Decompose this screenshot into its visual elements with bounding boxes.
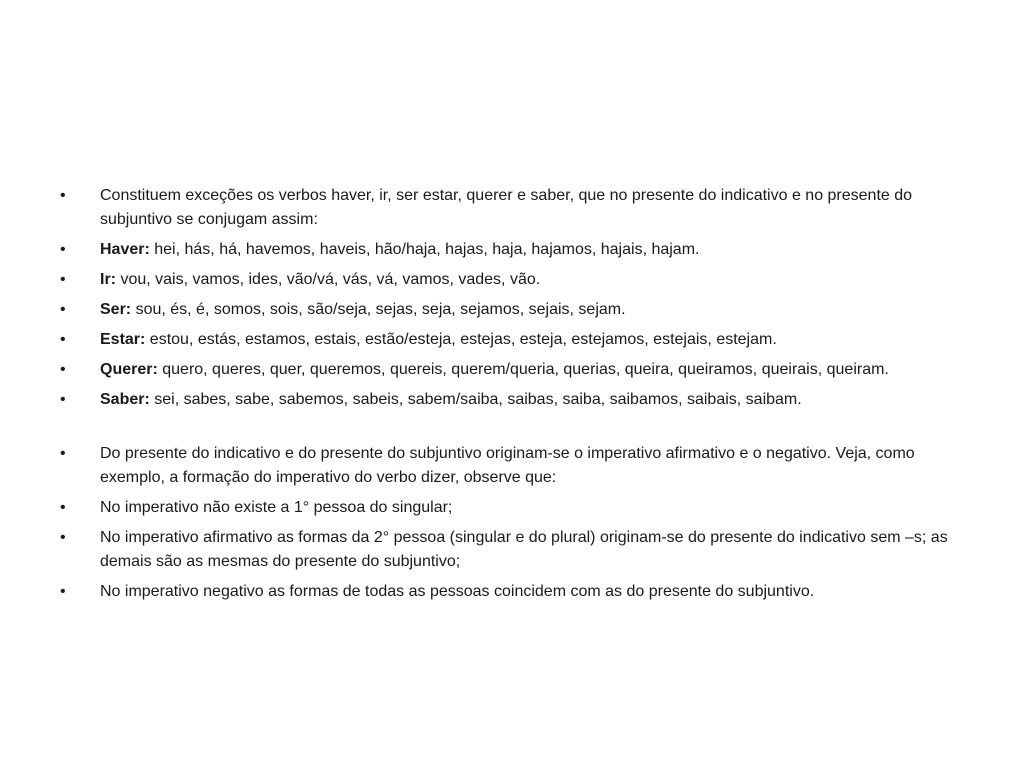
bullet-icon: • [60, 187, 66, 204]
bullet-icon: • [60, 331, 66, 348]
verb-forms: vou, vais, vamos, ides, vão/vá, vás, vá, vamos, vades, vão. [116, 271, 541, 288]
bullet-ir [60, 268, 960, 292]
bullet-icon: • [60, 301, 66, 318]
bullet-saber [60, 388, 960, 412]
verb-term: Estar: [100, 331, 146, 348]
bullet-icon: • [60, 271, 66, 288]
bullet-imperative-affirmative [60, 526, 960, 574]
verb-term: Ir: [100, 271, 116, 288]
bullet-imperative-intro [60, 442, 960, 490]
bullet-text: No imperativo não existe a 1° pessoa do singular; [100, 499, 453, 516]
bullet-intro [60, 184, 960, 232]
section-gap [60, 418, 960, 442]
bullet-estar [60, 328, 960, 352]
verb-term: Querer: [100, 361, 158, 378]
verb-term: Haver: [100, 241, 150, 258]
verb-term: Saber: [100, 391, 150, 408]
bullet-icon: • [60, 499, 66, 516]
bullet-imperative-negative [60, 580, 960, 604]
bullet-querer [60, 358, 960, 382]
verb-forms: sei, sabes, sabe, sabemos, sabeis, sabem/saiba, saibas, saiba, saibamos, saibais, saibam. [149, 391, 802, 408]
verb-term: Ser: [100, 301, 132, 318]
bullet-icon: • [60, 391, 66, 408]
bullet-list-imperative [60, 442, 960, 604]
bullet-text: Do presente do indicativo e do presente do subjuntivo originam-se o imperativo afirmativo e o negativo. Veja, como exemplo, a formação do imperativo do verbo dizer, observe que: [100, 445, 915, 486]
bullet-icon: • [60, 583, 66, 600]
bullet-icon: • [60, 361, 66, 378]
bullet-icon: • [60, 241, 66, 258]
bullet-text: Constituem exceções os verbos haver, ir, ser estar, querer e saber, que no presente do indicativo e no presente do subjuntivo se conjugam assim: [100, 187, 913, 228]
verb-forms: sou, és, é, somos, sois, são/seja, sejas, seja, sejamos, sejais, sejam. [131, 301, 626, 318]
verb-forms: hei, hás, há, havemos, haveis, hão/haja, hajas, haja, hajamos, hajais, hajam. [149, 241, 700, 258]
bullet-list-verbs [60, 184, 960, 412]
bullet-text: No imperativo negativo as formas de todas as pessoas coincidem com as do presente do subjuntivo. [100, 583, 815, 600]
bullet-icon: • [60, 445, 66, 462]
verb-forms: estou, estás, estamos, estais, estão/esteja, estejas, esteja, estejamos, estejais, estejam. [145, 331, 777, 348]
bullet-imperative-first-person [60, 496, 960, 520]
bullet-icon: • [60, 529, 66, 546]
verb-forms: quero, queres, quer, queremos, quereis, querem/queria, querias, queira, queiramos, queirais, queiram. [157, 361, 889, 378]
slide-content [60, 184, 960, 610]
bullet-ser [60, 298, 960, 322]
bullet-text: No imperativo afirmativo as formas da 2° pessoa (singular e do plural) originam-se do presente do indicativo sem –s; as demais são as mesmas do presente do subjuntivo; [100, 529, 948, 570]
bullet-haver [60, 238, 960, 262]
